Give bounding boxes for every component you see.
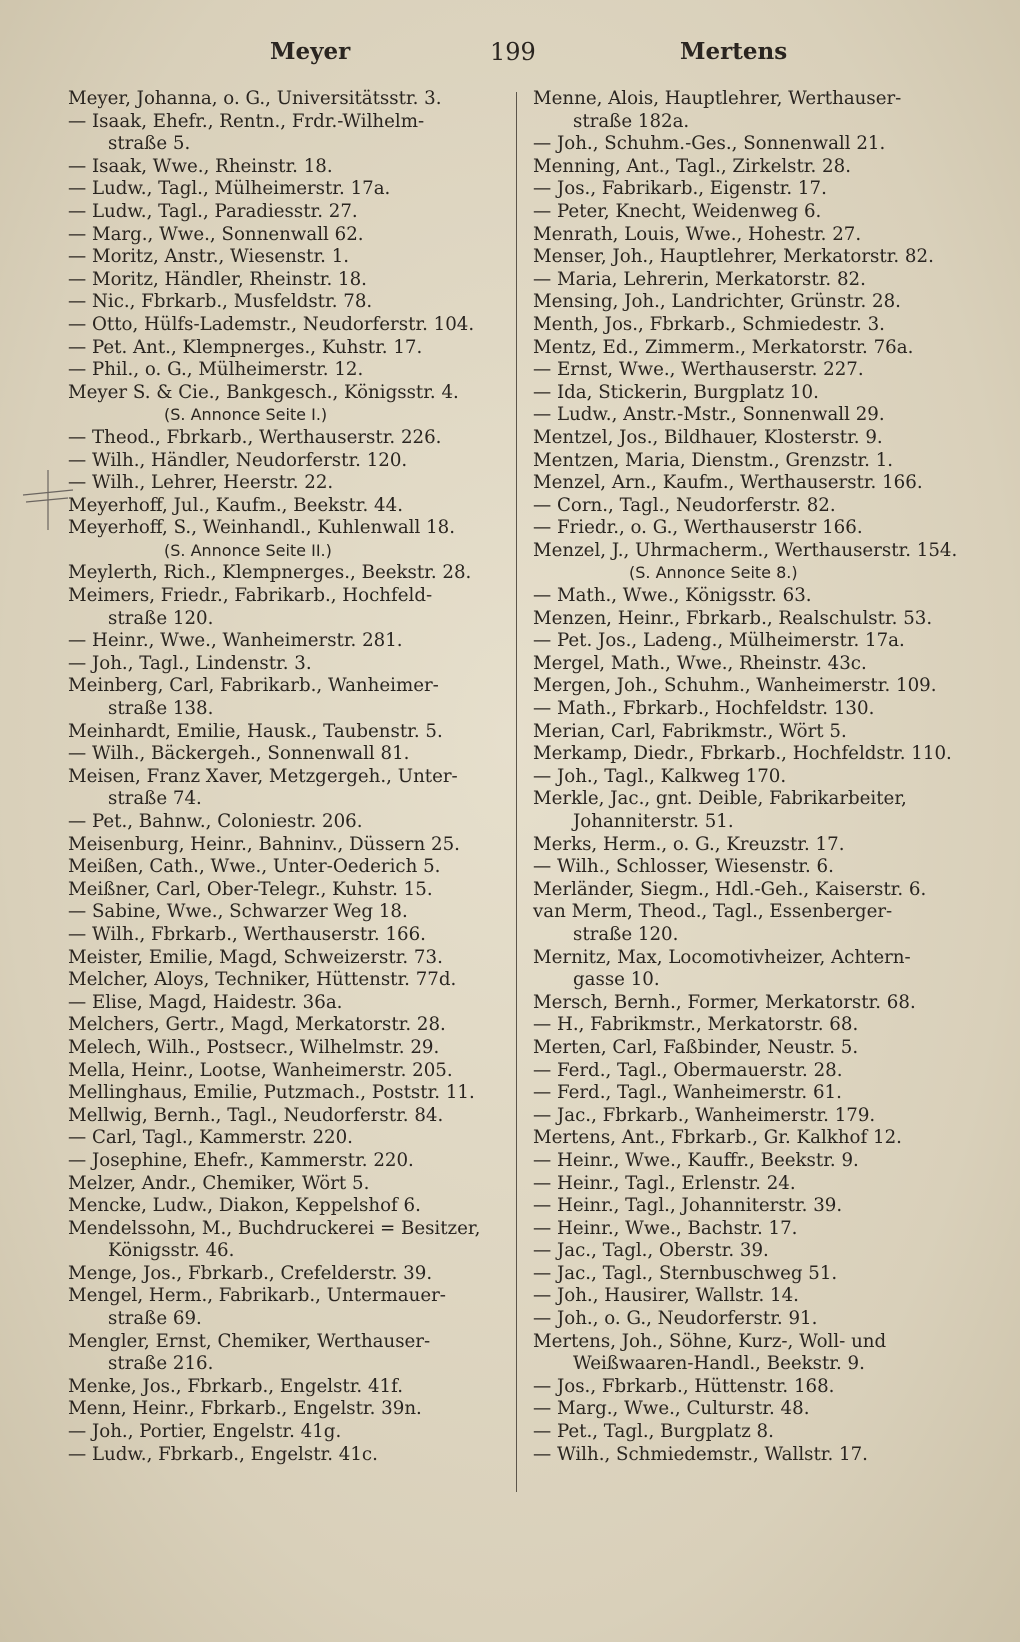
directory-entry: — Pet. Ant., Klempnerges., Kuhstr. 17.	[68, 336, 423, 358]
directory-entry: — Jos., Fbrkarb., Hüttenstr. 168.	[533, 1375, 835, 1397]
directory-entry: — Joh., Tagl., Kalkweg 170.	[533, 765, 787, 787]
directory-entry: — Moritz, Händler, Rheinstr. 18.	[68, 268, 367, 290]
directory-entry: Melcher, Aloys, Techniker, Hüttenstr. 77d.	[68, 969, 457, 991]
directory-entry: — Joh., Portier, Engelstr. 41g.	[68, 1421, 342, 1443]
directory-entry: Meyerhoff, S., Weinhandl., Kuhlenwall 18.	[68, 517, 456, 539]
directory-entry: — Ludw., Tagl., Paradiesstr. 27.	[68, 200, 358, 222]
directory-entry: Merländer, Siegm., Hdl.-Geh., Kaiserstr. 6.	[533, 878, 927, 900]
header-left-keyword: Meyer	[270, 38, 351, 65]
directory-entry: — Maria, Lehrerin, Merkatorstr. 82.	[533, 268, 866, 290]
page-number: 199	[490, 38, 536, 66]
directory-entry: Meister, Emilie, Magd, Schweizerstr. 73.	[68, 946, 443, 968]
directory-entry: Mensing, Joh., Landrichter, Grünstr. 28.	[533, 291, 901, 313]
directory-entry: — Theod., Fbrkarb., Werthauserstr. 226.	[68, 426, 442, 448]
directory-entry: Mentz, Ed., Zimmerm., Merkatorstr. 76a.	[533, 336, 914, 358]
directory-entry: Mentzen, Maria, Dienstm., Grenzstr. 1.	[533, 449, 894, 471]
directory-entry: Meimers, Friedr., Fabrikarb., Hochfeld-	[68, 585, 433, 607]
directory-entry: Mendelssohn, M., Buchdruckerei = Besitzer,	[68, 1217, 481, 1239]
directory-entry: — Wilh., Schlosser, Wiesenstr. 6.	[533, 856, 834, 878]
entry-continuation: straße 120.	[108, 607, 214, 629]
directory-entry: Merian, Carl, Fabrikmstr., Wört 5.	[533, 720, 847, 742]
directory-entry: — Sabine, Wwe., Schwarzer Weg 18.	[68, 901, 408, 923]
directory-entry: Meinberg, Carl, Fabrikarb., Wanheimer-	[68, 675, 439, 697]
directory-entry: Meißner, Carl, Ober-Telegr., Kuhstr. 15.	[68, 878, 433, 900]
directory-entry: — Ida, Stickerin, Burgplatz 10.	[533, 381, 819, 403]
directory-entry: Meyer S. & Cie., Bankgesch., Königsstr. 4.	[68, 381, 459, 403]
directory-entry: — Heinr., Wwe., Wanheimerstr. 281.	[68, 630, 403, 652]
directory-entry: Merkle, Jac., gnt. Deible, Fabrikarbeiter,	[533, 788, 907, 810]
entry-continuation: straße 5.	[108, 133, 191, 155]
directory-entry: Meißen, Cath., Wwe., Unter-Oederich 5.	[68, 856, 441, 878]
directory-entry: Mentzel, Jos., Bildhauer, Klosterstr. 9.	[533, 426, 883, 448]
entry-continuation: gasse 10.	[573, 969, 660, 991]
directory-entry: Mellwig, Bernh., Tagl., Neudorferstr. 84.	[68, 1104, 444, 1126]
page-header	[60, 38, 980, 72]
column-divider	[516, 92, 517, 1492]
entry-continuation: straße 69.	[108, 1308, 202, 1330]
header-right-keyword: Mertens	[680, 38, 788, 65]
right-column	[533, 88, 963, 1466]
directory-entry: — Friedr., o. G., Werthauserstr 166.	[533, 517, 863, 539]
directory-entry: — Josephine, Ehefr., Kammerstr. 220.	[68, 1149, 414, 1171]
directory-entry: Mellinghaus, Emilie, Putzmach., Poststr. 11.	[68, 1082, 475, 1104]
entry-continuation: straße 138.	[108, 698, 214, 720]
directory-entry: — Ferd., Tagl., Obermauerstr. 28.	[533, 1059, 843, 1081]
directory-entry: Mergen, Joh., Schuhm., Wanheimerstr. 109.	[533, 675, 937, 697]
directory-entry: — Jos., Fabrikarb., Eigenstr. 17.	[533, 178, 827, 200]
directory-entry: Melchers, Gertr., Magd, Merkatorstr. 28.	[68, 1014, 446, 1036]
directory-entry: Meyerhoff, Jul., Kaufm., Beekstr. 44.	[68, 494, 403, 516]
directory-entry: — Jac., Fbrkarb., Wanheimerstr. 179.	[533, 1104, 876, 1126]
directory-entry: Menzel, Arn., Kaufm., Werthauserstr. 166.	[533, 472, 923, 494]
directory-entry: Menzel, J., Uhrmacherm., Werthauserstr. 154.	[533, 539, 958, 561]
directory-entry: Mengel, Herm., Fabrikarb., Untermauer-	[68, 1285, 446, 1307]
entry-continuation: Weißwaaren-Handl., Beekstr. 9.	[573, 1353, 865, 1375]
directory-entry: — Corn., Tagl., Neudorferstr. 82.	[533, 494, 836, 516]
directory-entry: — Math., Wwe., Königsstr. 63.	[533, 585, 812, 607]
directory-entry: — Wilh., Bäckergeh., Sonnenwall 81.	[68, 743, 410, 765]
directory-entry: — Heinr., Wwe., Bachstr. 17.	[533, 1217, 798, 1239]
directory-entry: Menne, Alois, Hauptlehrer, Werthauser-	[533, 88, 902, 109]
directory-entry: — Wilh., Lehrer, Heerstr. 22.	[68, 472, 334, 494]
directory-entry: Meinhardt, Emilie, Hausk., Taubenstr. 5.	[68, 720, 443, 742]
directory-entry: Merten, Carl, Faßbinder, Neustr. 5.	[533, 1036, 859, 1058]
directory-entry: — Math., Fbrkarb., Hochfeldstr. 130.	[533, 698, 875, 720]
directory-entry: — Isaak, Wwe., Rheinstr. 18.	[68, 155, 333, 177]
directory-entry: Mella, Heinr., Lootse, Wanheimerstr. 205.	[68, 1059, 453, 1081]
directory-entry: Melech, Wilh., Postsecr., Wilhelmstr. 29.	[68, 1036, 440, 1058]
directory-entry: — Otto, Hülfs-Lademstr., Neudorferstr. 104.	[68, 313, 475, 335]
directory-entry: — Elise, Magd, Haidestr. 36a.	[68, 991, 343, 1013]
directory-entry: Merks, Herm., o. G., Kreuzstr. 17.	[533, 833, 845, 855]
directory-entry: — Jac., Tagl., Sternbuschweg 51.	[533, 1262, 838, 1284]
entry-continuation: straße 120.	[573, 923, 679, 945]
directory-entry: — Ferd., Tagl., Wanheimerstr. 61.	[533, 1082, 842, 1104]
directory-entry: — Wilh., Händler, Neudorferstr. 120.	[68, 449, 408, 471]
directory-entry: — Ludw., Anstr.-Mstr., Sonnenwall 29.	[533, 404, 885, 426]
directory-entry: — Peter, Knecht, Weidenweg 6.	[533, 200, 822, 222]
directory-entry: van Merm, Theod., Tagl., Essenberger-	[533, 901, 893, 923]
directory-entry: Menth, Jos., Fbrkarb., Schmiedestr. 3.	[533, 313, 885, 335]
directory-entry: — Pet., Bahnw., Coloniestr. 206.	[68, 811, 363, 832]
directory-entry: — Pet. Jos., Ladeng., Mülheimerstr. 17a.	[533, 630, 905, 652]
directory-entry: — Marg., Wwe., Culturstr. 48.	[533, 1398, 810, 1420]
entry-continuation: straße 182a.	[573, 110, 690, 132]
directory-entry: — Ernst, Wwe., Werthauserstr. 227.	[533, 359, 864, 381]
directory-entry: — Jac., Tagl., Oberstr. 39.	[533, 1240, 769, 1262]
directory-entry: — Joh., Hausirer, Wallstr. 14.	[533, 1285, 799, 1307]
directory-entry: — Carl, Tagl., Kammerstr. 220.	[68, 1127, 353, 1149]
entry-continuation: straße 216.	[108, 1353, 214, 1375]
directory-entry: — Joh., o. G., Neudorferstr. 91.	[533, 1308, 818, 1330]
directory-entry: — Isaak, Ehefr., Rentn., Frdr.-Wilhelm-	[68, 110, 425, 132]
entry-continuation: Johanniterstr. 51.	[573, 811, 734, 832]
directory-entry: — Nic., Fbrkarb., Musfeldstr. 78.	[68, 291, 373, 313]
annonce-reference: (S. Annonce Seite 8.)	[629, 563, 798, 583]
directory-entry: — Ludw., Tagl., Mülheimerstr. 17a.	[68, 178, 391, 200]
directory-entry: — Wilh., Schmiedemstr., Wallstr. 17.	[533, 1443, 868, 1465]
directory-entry: — Moritz, Anstr., Wiesenstr. 1.	[68, 246, 350, 268]
directory-entry: — Ludw., Fbrkarb., Engelstr. 41c.	[68, 1443, 378, 1465]
directory-entry: Meyer, Johanna, o. G., Universitätsstr. 3.	[68, 88, 442, 109]
directory-entry: — Wilh., Fbrkarb., Werthauserstr. 166.	[68, 923, 426, 945]
directory-entry: Merkamp, Diedr., Fbrkarb., Hochfeldstr. 110.	[533, 743, 952, 765]
directory-entry: Mergel, Math., Wwe., Rheinstr. 43c.	[533, 652, 867, 674]
directory-entry: Mencke, Ludw., Diakon, Keppelshof 6.	[68, 1195, 421, 1217]
directory-entry: — Heinr., Tagl., Erlenstr. 24.	[533, 1172, 796, 1194]
directory-entry: — Phil., o. G., Mülheimerstr. 12.	[68, 359, 364, 381]
directory-entry: Mengler, Ernst, Chemiker, Werthauser-	[68, 1330, 431, 1352]
directory-entry: Meisenburg, Heinr., Bahninv., Düssern 25.	[68, 833, 460, 855]
directory-entry: — Marg., Wwe., Sonnenwall 62.	[68, 223, 364, 245]
directory-entry: — Pet., Tagl., Burgplatz 8.	[533, 1421, 774, 1443]
directory-entry: — Joh., Tagl., Lindenstr. 3.	[68, 652, 312, 674]
directory-entry: — H., Fabrikmstr., Merkatorstr. 68.	[533, 1014, 859, 1036]
left-column	[68, 88, 492, 1466]
directory-entry: — Joh., Schuhm.-Ges., Sonnenwall 21.	[533, 133, 886, 155]
directory-entry: Melzer, Andr., Chemiker, Wört 5.	[68, 1172, 370, 1194]
directory-entry: Menge, Jos., Fbrkarb., Crefelderstr. 39.	[68, 1262, 433, 1284]
directory-entry: Menrath, Louis, Wwe., Hohestr. 27.	[533, 223, 862, 245]
annonce-reference: (S. Annonce Seite II.)	[164, 540, 332, 560]
entry-continuation: straße 74.	[108, 788, 202, 810]
directory-entry: Menzen, Heinr., Fbrkarb., Realschulstr. 53.	[533, 607, 933, 629]
directory-entry: Mernitz, Max, Locomotivheizer, Achtern-	[533, 946, 911, 968]
directory-entry: Meylerth, Rich., Klempnerges., Beekstr. 28.	[68, 562, 472, 584]
directory-entry: — Heinr., Wwe., Kauffr., Beekstr. 9.	[533, 1149, 859, 1171]
annonce-reference: (S. Annonce Seite I.)	[164, 405, 328, 425]
pencil-mark-icon	[18, 470, 78, 530]
entry-continuation: Königsstr. 46.	[108, 1240, 235, 1262]
directory-entry: Mertens, Ant., Fbrkarb., Gr. Kalkhof 12.	[533, 1127, 902, 1149]
directory-entry: Meisen, Franz Xaver, Metzgergeh., Unter-	[68, 765, 458, 787]
directory-entry: Menning, Ant., Tagl., Zirkelstr. 28.	[533, 155, 851, 177]
directory-entry: Menke, Jos., Fbrkarb., Engelstr. 41f.	[68, 1375, 403, 1397]
directory-entry: — Heinr., Tagl., Johanniterstr. 39.	[533, 1195, 843, 1217]
directory-entry: Mertens, Joh., Söhne, Kurz-, Woll- und	[533, 1330, 887, 1352]
directory-entry: Mersch, Bernh., Former, Merkatorstr. 68.	[533, 991, 916, 1013]
directory-entry: Menn, Heinr., Fbrkarb., Engelstr. 39n.	[68, 1398, 422, 1420]
directory-entry: Menser, Joh., Hauptlehrer, Merkatorstr. 82.	[533, 246, 934, 268]
